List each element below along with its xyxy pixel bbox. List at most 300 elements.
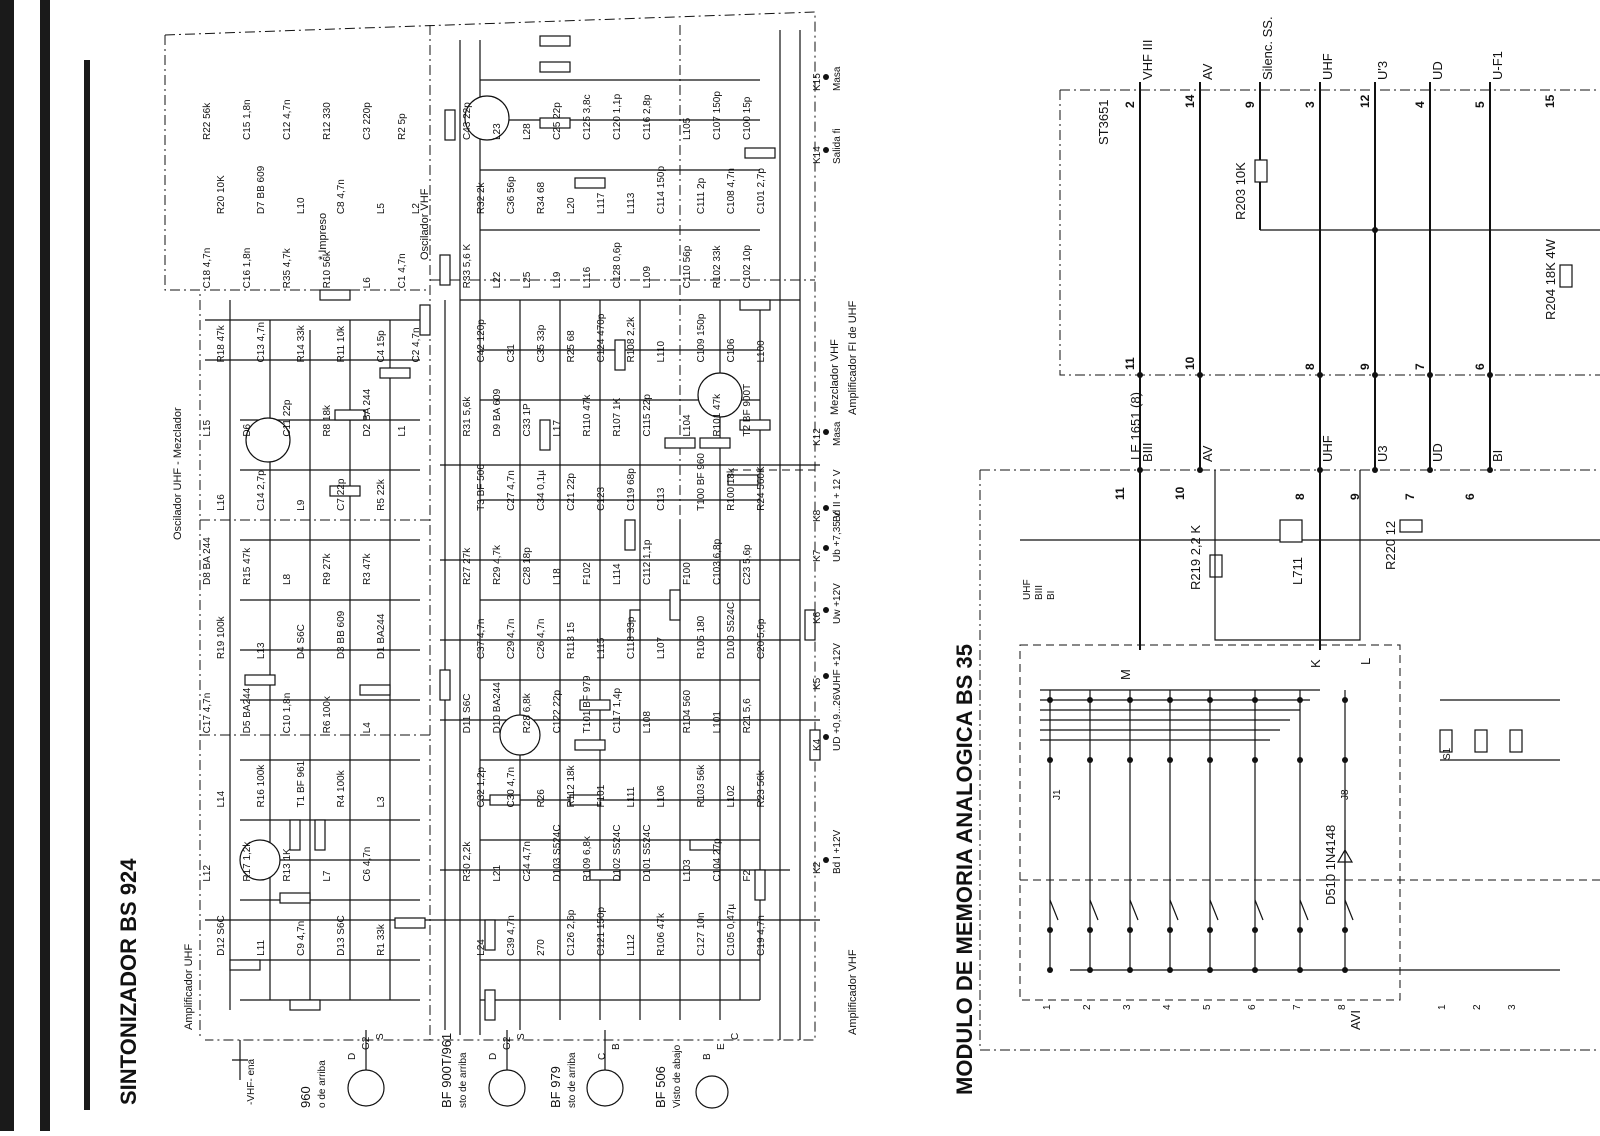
channel-switch [1090, 900, 1098, 920]
pinout-pin: D [488, 1052, 499, 1060]
component-label: D3 BB 609 [336, 610, 347, 660]
component-label: L8 [282, 573, 293, 585]
component-label: C18 4,7n [202, 247, 213, 289]
component-label: T1 BF 961 [296, 760, 307, 808]
pinout-pin: C [597, 1052, 608, 1060]
component-label: C127 10n [696, 912, 707, 956]
mem-resistor-label: R203 10K [1233, 162, 1248, 220]
tuner-labels [202, 91, 767, 956]
av-label: AVI [1348, 1010, 1363, 1030]
component-label: C117 1,4p [612, 687, 623, 734]
jumper-label: J8 [1340, 789, 1351, 800]
component-label: D11 S6C [462, 693, 473, 734]
component-label: C28 18p [522, 547, 533, 585]
component-label: L101 [712, 711, 723, 734]
scan-binding-edge [0, 0, 14, 1131]
component-label: C30 4,7n [506, 766, 517, 808]
component-label: R23 56k [756, 770, 767, 808]
component-label: L7 [322, 870, 333, 882]
switch-node [1047, 757, 1053, 763]
st3651-pin-num: 5 [1473, 101, 1487, 108]
component-label: R11 10k [336, 325, 347, 363]
switch-node [1207, 757, 1213, 763]
component-label: D4 S6C [296, 624, 307, 660]
terminal-id: K4 [812, 738, 823, 751]
component-label: R22 56k [202, 102, 213, 140]
component-label: L28 [522, 123, 533, 140]
pinout-pin: S [516, 1033, 527, 1040]
component-label: C29 4,7n [506, 618, 517, 660]
component-label: L116 [582, 266, 593, 289]
component-label: C19 4,7n [756, 915, 767, 956]
component-label: D102 S524C [612, 824, 623, 882]
terminal-id: K2 [812, 861, 823, 874]
mid-pin-num: 10 [1183, 356, 1197, 370]
component-label: C118 33p [626, 616, 637, 660]
component-label: C110 56p [682, 245, 693, 289]
section-oscilador-vhf: Oscilador VHF [419, 188, 431, 260]
pinout-view: o de arriba [317, 1060, 328, 1108]
component-label: R113 15 [566, 622, 577, 660]
switch-node [1047, 927, 1053, 933]
component-label: L108 [642, 711, 653, 734]
connector-st3651: ST3651 [1096, 99, 1111, 145]
component-label: L24 [476, 939, 487, 956]
terminal-label: Masa [832, 421, 843, 446]
terminal-label: Bd I +12V [832, 829, 843, 874]
component-label: C116 2,8p [642, 94, 653, 140]
component-label: C123 [596, 486, 607, 511]
mem-resistor-label: R220 12 [1383, 520, 1398, 570]
component-label: R30 2,2k [462, 841, 473, 882]
component-label: T3 BF 506 [476, 464, 487, 511]
component-label: C1 4,7n [397, 253, 408, 289]
component-label: L103 [682, 859, 693, 882]
component-label: L104 [682, 414, 693, 437]
component-label: D5 BA244 [242, 687, 253, 734]
jumper-label: S1 [1442, 747, 1453, 760]
channel-switch [1210, 900, 1218, 920]
component-label: R19 100k [216, 616, 227, 660]
component-label: R8 18k [322, 404, 333, 437]
component-label: L115 [596, 637, 607, 660]
section-amplificador-vhf: Amplificador VHF [847, 949, 859, 1035]
pinout-name: BF 900T/961 [439, 1032, 454, 1108]
st3651-pin-num: 4 [1413, 101, 1427, 108]
pinout-pin: E [716, 1043, 727, 1050]
uhf-wiring [205, 320, 420, 1000]
component-label: R33 5,6 K [462, 243, 473, 289]
component-label: L14 [216, 790, 227, 808]
component-label: C34 0,1µ [536, 470, 547, 511]
component-label: C3 220p [362, 102, 373, 140]
component-label: L113 [626, 192, 637, 215]
switch-node [1167, 927, 1173, 933]
terminal-label: Uw +12V [832, 583, 843, 624]
component-label: C103 6,8p [712, 538, 723, 585]
transistor-t1 [500, 715, 540, 755]
component-label: R107 1K [612, 397, 623, 437]
component-label: R12 330 [322, 102, 333, 140]
component-label: C11 22p [282, 399, 293, 437]
resistor-r220 [1400, 520, 1422, 532]
antenna-label: -VHF- ena [246, 1058, 257, 1105]
le1651-pin-label: BI [1490, 449, 1505, 462]
resistor-r203 [1255, 160, 1267, 182]
pinout-bf506 [696, 1076, 728, 1108]
st3651-pin-num: 3 [1303, 101, 1317, 108]
le1651-pin-label: BIII [1140, 442, 1155, 462]
component-label: R112 18k [566, 765, 577, 808]
component-label: R100 18k [726, 468, 737, 511]
channel-number: 1 [1042, 1004, 1053, 1010]
component-label: R104 560 [682, 689, 693, 734]
component-label: D13 S6C [336, 915, 347, 956]
selector-label: UHF [1022, 579, 1033, 600]
mem-inductor-label: L711 [1290, 557, 1305, 585]
st3651-pin-label: U'3 [1375, 60, 1390, 80]
component-label: C10 1,8n [282, 692, 293, 734]
section-amplificador-uhf: Amplificador UHF [183, 943, 195, 1030]
component-label: C107 150p [712, 91, 723, 140]
component-label: L110 [656, 340, 667, 363]
component-label: C101 2,7p [756, 168, 767, 215]
connector-le1651: LE 1651 (8) [1128, 392, 1143, 460]
memory-module-schematic [952, 16, 1600, 1095]
component-label: D8 BA 244 [202, 537, 213, 585]
component-label: C6 4,7n [362, 846, 373, 882]
switch-node [1127, 757, 1133, 763]
component-label: R102 33k [712, 245, 723, 289]
component-label: C113 [656, 487, 667, 511]
component-label: R13 1K [282, 848, 293, 882]
component-label: C39 4,7n [506, 915, 517, 956]
component-label: R105 180 [696, 615, 707, 660]
component-label: C12 4,7n [282, 99, 293, 140]
component-label: C121 150p [596, 906, 607, 956]
channel-switch [1300, 900, 1308, 920]
bus-letter: L [1358, 657, 1373, 665]
st3651-pin-label: UD [1430, 61, 1445, 80]
terminal-label: UHF +12V [832, 643, 843, 690]
pinout-name: BF 979 [548, 1066, 563, 1108]
terminal-id: K15 [812, 73, 823, 91]
component-label: C36 56p [506, 176, 517, 215]
component-label: C124 470p [596, 313, 607, 363]
component-label: L3 [376, 796, 387, 808]
component-label: R20 10K [216, 175, 227, 215]
mem-resistor-label: R204 18K 4W [1543, 239, 1558, 320]
component-label: C126 2,6p [566, 909, 577, 956]
component-label: L107 [656, 636, 667, 660]
st3651-pin-label: U-F1 [1490, 51, 1505, 80]
component-label: R108 2,2k [626, 316, 637, 363]
mid-pin-num: 6 [1473, 363, 1487, 370]
component-label: R3 47k [362, 553, 373, 585]
component-label: D103 S524C [552, 824, 563, 882]
scan-binding-edge-inner [40, 0, 50, 1131]
component-label: D12 S6C [216, 915, 227, 956]
component-label: L20 [566, 197, 577, 215]
component-label: C4 15p [376, 330, 387, 363]
component-label: L5 [376, 203, 387, 215]
channel-number: 5 [1202, 1004, 1213, 1010]
component-label: C106 [726, 338, 737, 363]
component-label: D1 BA244 [376, 613, 387, 660]
component-label: L111 [626, 786, 637, 808]
pinout-pin: G2 [502, 1036, 513, 1050]
note-impreso: * Impreso [317, 212, 329, 260]
bus-letter: K [1308, 659, 1323, 668]
component-label: R29 4,7k [492, 544, 503, 585]
pinout-name: 960 [298, 1086, 313, 1108]
switch-matrix [1040, 690, 1353, 973]
mid-pin-num: 11 [1123, 357, 1137, 370]
component-label: C114 150p [656, 165, 667, 215]
component-label: C24 4,7n [522, 841, 533, 882]
component-label: C125 3,8c [582, 94, 593, 140]
switch-node [1252, 927, 1258, 933]
component-label: L102 [726, 785, 737, 808]
le1651-pin-label: AV [1200, 445, 1215, 462]
component-label: R24 560K [756, 466, 767, 511]
component-label: D6 [242, 423, 253, 437]
component-label: C14 2,7p [256, 470, 267, 511]
st3651-pin-label: VHF III [1140, 39, 1155, 80]
le1651-pin-label: U3 [1375, 445, 1390, 462]
component-label: R101 47k [712, 393, 723, 437]
component-label: C100 15p [742, 96, 753, 140]
terminal-label: Masa [832, 66, 843, 91]
component-label: L105 [682, 117, 693, 140]
component-label: C27 4,7n [506, 470, 517, 511]
component-label: C115 22p [642, 394, 653, 437]
st3651-pin-num: 2 [1123, 101, 1137, 108]
terminal-label: Ub +7,35 V [832, 511, 843, 562]
le1651-pin-num: 10 [1173, 486, 1187, 500]
channel-switch [1130, 900, 1138, 920]
channel-number: 7 [1292, 1004, 1303, 1010]
le1651-pin-num: 11 [1113, 487, 1127, 500]
tuner-schematic [116, 12, 859, 1108]
mem-junctions [1137, 227, 1493, 473]
terminal-pins [823, 74, 829, 863]
channel-number: 2 [1082, 1004, 1093, 1010]
st3651-pin-num: 9 [1243, 101, 1257, 108]
component-label: L109 [642, 266, 653, 289]
component-label: C15 1,8n [242, 99, 253, 140]
component-label: C102 10p [742, 244, 753, 289]
terminal-id: K8 [812, 509, 823, 522]
component-label: L19 [552, 271, 563, 289]
component-label: C105 0,47µ [726, 903, 737, 956]
component-label: C31 [506, 344, 517, 363]
st3651-pin-num: 15 [1543, 94, 1557, 108]
component-label: C109 150p [696, 313, 707, 363]
channel-number: 6 [1247, 1004, 1258, 1010]
le1651-pin-num: 8 [1293, 493, 1307, 500]
component-label: C122 22p [552, 689, 563, 734]
component-label: L4 [362, 722, 373, 734]
component-label: C21 22p [566, 473, 577, 511]
mem-r219-loop [1215, 470, 1360, 640]
component-label: R103 56k [696, 764, 707, 808]
component-label: L10 [296, 197, 307, 215]
pinout-pin: D [347, 1052, 358, 1060]
channel-switch [1255, 900, 1263, 920]
pinout-bf979 [587, 1070, 623, 1106]
switch-node [1047, 967, 1053, 973]
terminal-label: UD +0,9...26V [832, 687, 843, 751]
mid-pin-num: 9 [1358, 363, 1372, 370]
pinout-view: sto de arriba [567, 1052, 578, 1108]
component-label: L16 [216, 494, 227, 511]
component-label: L22 [492, 271, 503, 289]
switch-node [1342, 697, 1348, 703]
component-label: R21 5,6 [742, 698, 753, 734]
pinout-960 [348, 1070, 384, 1106]
component-label: L11 [256, 939, 267, 956]
component-label: T2 BF 900T [742, 383, 753, 437]
pot-3 [1510, 730, 1522, 752]
component-label: R15 47k [242, 547, 253, 585]
resistor-r204 [1560, 265, 1572, 287]
st3651-pin-label: AV [1200, 63, 1215, 80]
component-label: R35 4,7k [282, 248, 293, 289]
component-label: C13 4,7n [256, 321, 267, 363]
component-label: R14 33k [296, 325, 307, 363]
component-label: 270 [536, 939, 547, 956]
channel-number: 3 [1122, 1004, 1133, 1010]
channel-switch [1345, 900, 1353, 920]
component-label: L17 [552, 419, 563, 437]
selector-label: BIII [1034, 584, 1045, 600]
switch-node [1297, 927, 1303, 933]
component-label: L1 [397, 425, 408, 437]
pot-2 [1475, 730, 1487, 752]
component-label: D9 BA 609 [492, 388, 503, 437]
channel-number: 4 [1162, 1004, 1173, 1010]
component-label: F101 [596, 784, 607, 808]
switch-node [1297, 757, 1303, 763]
pinout-name: BF 506 [653, 1066, 668, 1108]
component-label: L112 [626, 934, 637, 956]
st3651-pin-num: 14 [1183, 94, 1197, 108]
component-label: L117 [596, 192, 607, 215]
le1651-pin-label: UHF [1320, 435, 1335, 462]
section-oscilador-uhf: Oscilador UHF - Mezclador [172, 407, 184, 540]
terminal-id: K14 [812, 146, 823, 164]
bus-letter: M [1118, 669, 1133, 680]
component-label: L25 [522, 271, 533, 289]
component-label: L106 [656, 785, 667, 808]
le1651-pin-num: 7 [1403, 493, 1417, 500]
component-label: D101 S524C [642, 824, 653, 882]
component-label: R110 47k [582, 394, 593, 437]
title-memory-module: MODULO DE MEMORIA ANALOGICA BS 35 [952, 643, 977, 1095]
component-label: R9 27k [322, 553, 333, 585]
component-label: R109 6,8k [582, 836, 593, 882]
component-label: R34 68 [536, 181, 547, 215]
le1651-pin-num: 9 [1348, 493, 1362, 500]
switch-node [1167, 757, 1173, 763]
component-label: D10 BA244 [492, 682, 503, 734]
component-label: R16 100k [256, 764, 267, 808]
terminal-label: Bd II + 12 V [832, 469, 843, 522]
component-label: L15 [202, 419, 213, 437]
pinout-pin: S [375, 1033, 386, 1040]
right-channel-number: 3 [1507, 1004, 1518, 1010]
component-label: T101 BF 979 [582, 675, 593, 734]
switch-node [1207, 927, 1213, 933]
component-label: R106 47k [656, 913, 667, 956]
terminal-id: K5 [812, 677, 823, 690]
jumper-label: J1 [1052, 789, 1063, 800]
switch-node [1342, 927, 1348, 933]
channel-number: 8 [1337, 1004, 1348, 1010]
terminal-id: K6 [812, 611, 823, 624]
component-label: L21 [492, 864, 503, 882]
title-tuner: SINTONIZADOR BS 924 [116, 858, 141, 1105]
component-label: C17 4,7n [202, 692, 213, 734]
component-label: L18 [552, 568, 563, 585]
mid-pin-num: 7 [1413, 363, 1427, 370]
component-label: R28 6,8k [522, 693, 533, 734]
component-label: R31 5,6k [462, 396, 473, 437]
component-label: F2 [742, 869, 753, 882]
component-label: C42 120p [476, 319, 487, 363]
right-channel-number: 2 [1472, 1004, 1483, 1010]
component-label: R17 1,2k [242, 841, 253, 882]
le1651-pin-num: 6 [1463, 493, 1477, 500]
component-label: C111 2p [696, 177, 707, 215]
component-label: C128 0,6p [612, 242, 623, 289]
component-label: R6 100k [322, 696, 333, 734]
component-label: C26 4,7n [536, 618, 547, 660]
channel-switch [1170, 900, 1178, 920]
pinout-bf900t [489, 1070, 525, 1106]
pinout-pin: G2 [361, 1036, 372, 1050]
component-label: C119 68p [626, 468, 637, 511]
component-label: R10 56k [322, 251, 333, 289]
le1651-pin-label: UD [1430, 443, 1445, 462]
mem-resistor-label: R219 2,2 K [1188, 524, 1203, 590]
pinout-view: Visto de abajo [672, 1044, 683, 1108]
component-label: C120 1,1p [612, 93, 623, 140]
component-label: R4 100k [336, 770, 347, 808]
switch-node [1252, 757, 1258, 763]
component-label: F100 [682, 562, 693, 585]
terminal-label: Salida fi [832, 128, 843, 164]
component-label: L114 [612, 563, 623, 585]
component-label: C112 1,1p [642, 539, 653, 585]
component-label: C35 33p [536, 324, 547, 363]
component-label: R1 33k [376, 924, 387, 956]
terminal-id: K7 [812, 549, 823, 562]
component-label: D100 S524C [726, 601, 737, 660]
component-label: R5 22k [376, 479, 387, 511]
pinout-pin: B [702, 1053, 713, 1060]
component-label: C32 1,2p [476, 766, 487, 808]
component-label: F102 [582, 562, 593, 585]
component-label: R18 47k [216, 325, 227, 363]
pinout-pin: B [611, 1043, 622, 1050]
mem-diode-label: D510 1N4148 [1323, 824, 1338, 905]
st3651-pin-label: UHF [1320, 53, 1335, 80]
pinout-view: sto de arriba [458, 1052, 469, 1108]
channel-switch [1050, 900, 1058, 920]
right-channel-number: 1 [1437, 1004, 1448, 1010]
